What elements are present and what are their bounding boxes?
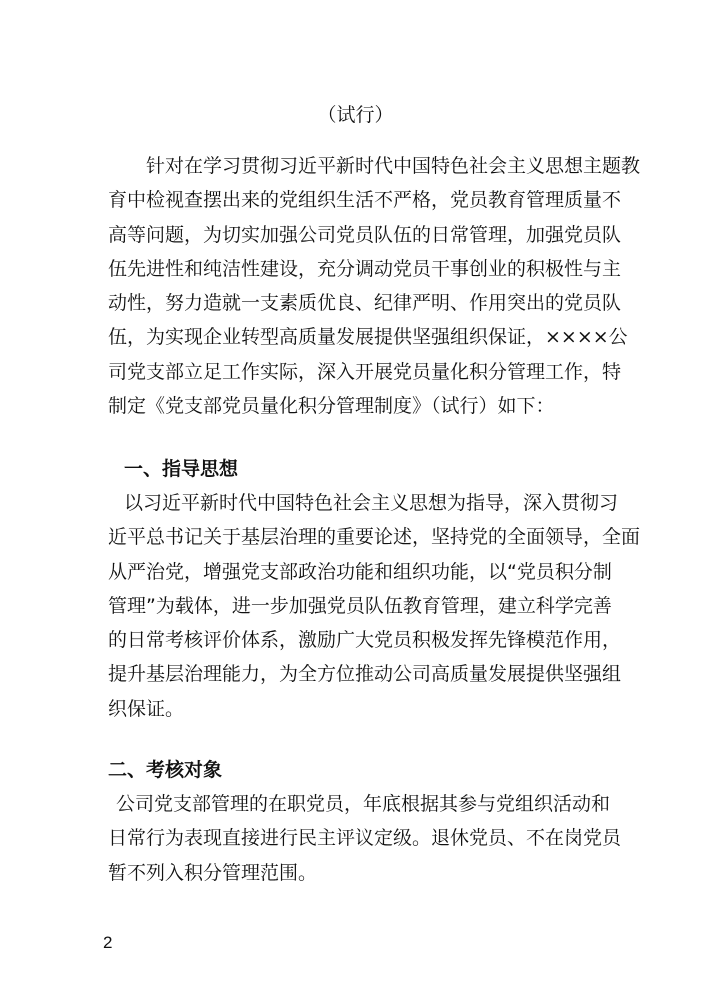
section-heading-assessment-targets: 二、考核对象 [108, 759, 223, 781]
paragraph-line: 针对在学习贯彻习近平新时代中国特色社会主义思想主题教 [146, 155, 641, 177]
guiding-ideology-paragraph [108, 486, 641, 726]
paragraph-line: 近平总书记关于基层治理的重要论述，坚持党的全面领导，全面 [108, 526, 641, 549]
intro-paragraph [108, 149, 641, 423]
section-heading-guiding-ideology: 一、指导思想 [124, 458, 239, 480]
paragraph-line: 育中检视查摆出来的党组织生活不严格，党员教育管理质量不 [108, 189, 622, 212]
paragraph-line: 管理”为载体，进一步加强党员队伍教育管理，建立科学完善 [108, 594, 612, 617]
page-number: 2 [103, 933, 113, 952]
document-subtitle: （试行） [317, 104, 394, 126]
paragraph-line: 高等问题，为切实加强公司党员队伍的日常管理，加强党员队 [108, 223, 622, 246]
paragraph-line: 制定《党支部党员量化积分管理制度》（试行）如下： [108, 395, 555, 418]
paragraph-line: 的日常考核评价体系，激励广大党员积极发挥先锋模范作用， [108, 629, 622, 652]
paragraph-line: 公司党支部管理的在职党员，年底根据其参与党组织活动和 [116, 793, 611, 815]
paragraph-line: 伍，为实现企业转型高质量发展提供坚强组织保证，××××公 [108, 326, 628, 349]
paragraph-line: 织保证。 [108, 697, 185, 720]
paragraph-line: 暂不列入积分管理范围。 [108, 861, 318, 884]
paragraph-line: 司党支部立足工作实际，深入开展党员量化积分管理工作，特 [108, 360, 622, 383]
paragraph-line: 从严治党，增强党支部政治功能和组织功能，以“党员积分制 [108, 560, 612, 583]
paragraph-line: 日常行为表现直接进行民主评议定级。退休党员、不在岗党员 [108, 827, 622, 850]
paragraph-line: 动性，努力造就一支素质优良、纪律严明、作用突出的党员队 [108, 292, 622, 315]
paragraph-line: 以习近平新时代中国特色社会主义思想为指导，深入贯彻习 [124, 492, 619, 514]
paragraph-line: 提升基层治理能力，为全方位推动公司高质量发展提供坚强组 [108, 663, 622, 686]
paragraph-line: 伍先进性和纯洁性建设，充分调动党员干事创业的积极性与主 [108, 257, 622, 280]
assessment-targets-paragraph [108, 787, 628, 890]
